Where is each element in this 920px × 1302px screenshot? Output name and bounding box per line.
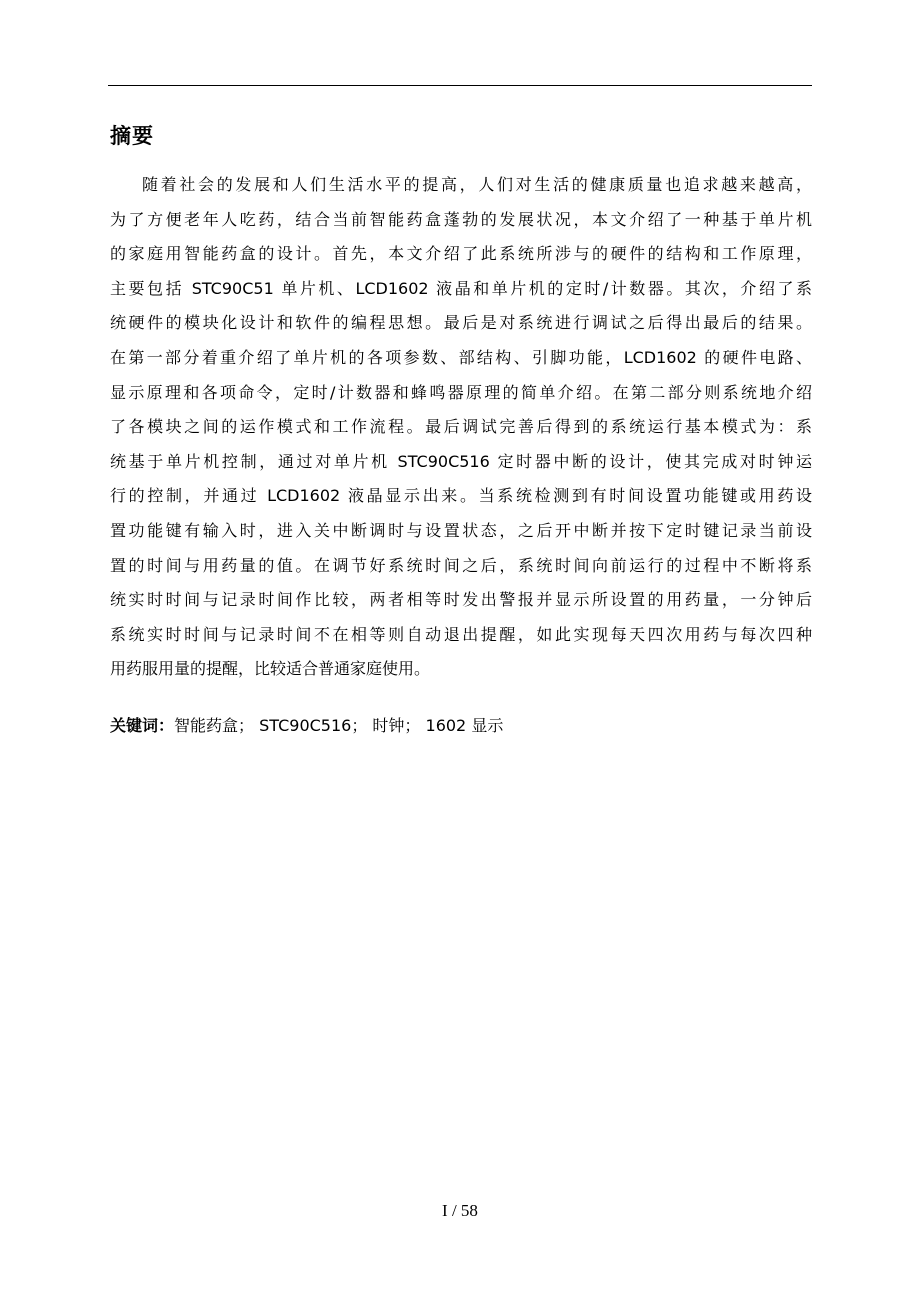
abstract-line: 用药服用量的提醒，比较适合普通家庭使用。 — [110, 659, 431, 679]
keywords-text: 智能药盒； STC90C516； 时钟； 1602 显示 — [174, 716, 504, 735]
page-number: I / 58 — [442, 1201, 478, 1220]
keywords-label: 关键词： — [110, 716, 175, 735]
abstract-line: 显示原理和各项命令，定时/计数器和蜂鸣器原理的简单介绍。在第二部分则系统地介绍 — [110, 382, 812, 402]
keywords — [110, 711, 503, 741]
abstract-line: 行的控制，并通过 LCD1602 液晶显示出来。当系统检测到有时间设置功能键或用药设 — [110, 486, 812, 506]
abstract-line: 置功能键有输入时，进入关中断调时与设置状态，之后开中断并按下定时键记录当前设 — [110, 520, 812, 540]
abstract-line: 统硬件的模块化设计和软件的编程思想。最后是对系统进行调试之后得出最后的结果。 — [110, 313, 812, 333]
abstract-body — [110, 168, 812, 687]
abstract-line: 主要包括 STC90C51 单片机、LCD1602 液晶和单片机的定时/计数器。其次，介绍了系 — [110, 278, 812, 298]
abstract-line: 置的时间与用药量的值。在调节好系统时间之后，系统时间向前运行的过程中不断将系 — [110, 555, 812, 575]
abstract-line: 在第一部分着重介绍了单片机的各项参数、部结构、引脚功能，LCD1602 的硬件电路、 — [110, 347, 812, 367]
abstract-line: 为了方便老年人吃药，结合当前智能药盒蓬勃的发展状况，本文介绍了一种基于单片机 — [110, 209, 812, 229]
abstract-line: 了各模块之间的运作模式和工作流程。最后调试完善后得到的系统运行基本模式为：系 — [110, 417, 812, 437]
abstract-line: 统实时时间与记录时间作比较，两者相等时发出警报并显示所设置的用药量，一分钟后 — [110, 590, 812, 610]
abstract-line: 的家庭用智能药盒的设计。首先，本文介绍了此系统所涉与的硬件的结构和工作原理， — [110, 244, 812, 264]
header-rule — [108, 85, 812, 86]
abstract-line: 随着社会的发展和人们生活水平的提高，人们对生活的健康质量也追求越来越高， — [142, 175, 812, 194]
section-title: 摘要 — [110, 124, 154, 148]
abstract-line: 系统实时时间与记录时间不在相等则自动退出提醒，如此实现每天四次用药与每次四种 — [110, 624, 812, 644]
abstract-line: 统基于单片机控制，通过对单片机 STC90C516 定时器中断的设计，使其完成对时钟运 — [110, 451, 812, 471]
